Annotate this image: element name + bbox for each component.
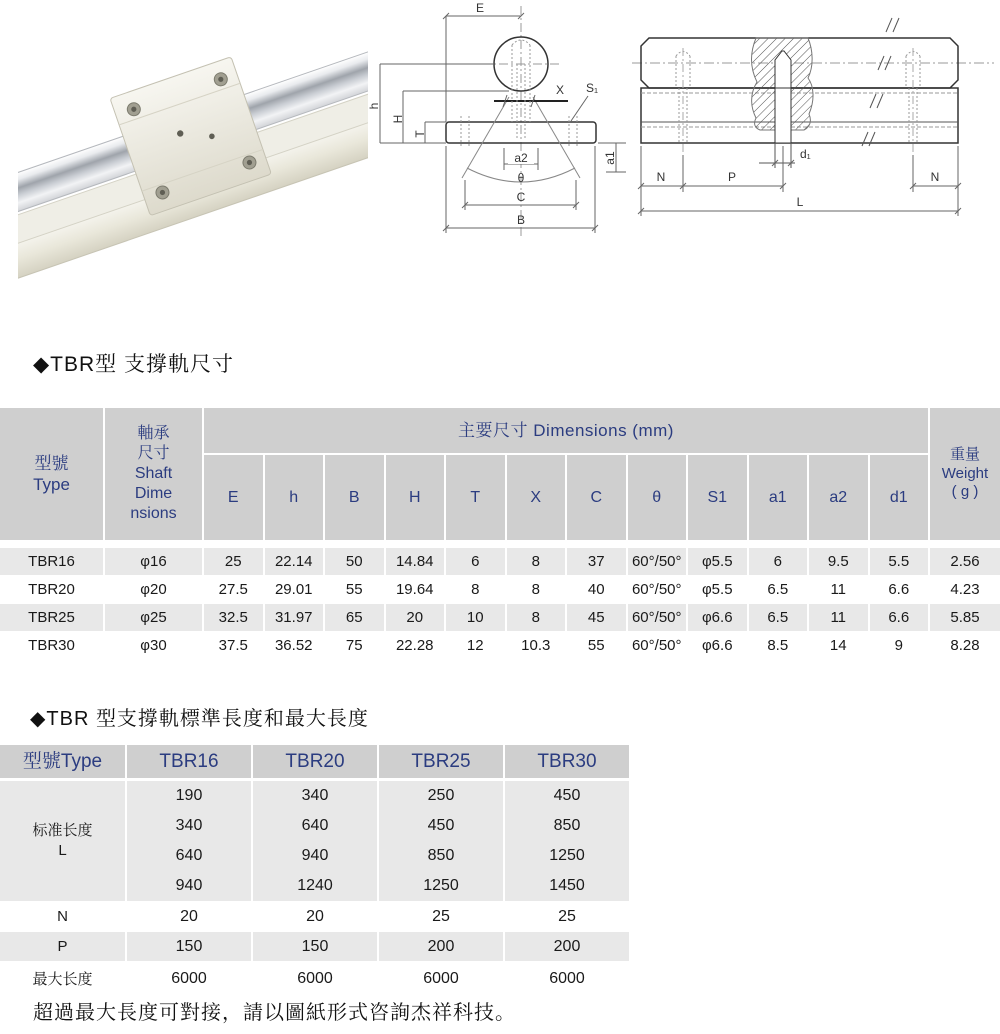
dim-label-E: E	[475, 1, 485, 15]
col-header-type	[0, 408, 103, 540]
section2-heading: ◆TBR 型支撐軌標準長度和最大長度	[30, 708, 369, 730]
col-header-E: E	[204, 455, 263, 540]
col-header-TBR30: TBR30	[505, 745, 629, 778]
dim-label-a2: a2	[514, 151, 528, 165]
table-row-TBR20: TBR20 φ20 27.5 29.01 55 19.64 8 8 40 60°/50° φ5.5 6.5 11 6.6 4.23	[0, 576, 1000, 603]
col-header-T: T	[446, 455, 505, 540]
standard-lengths-TBR25: 250 450 850 1250	[379, 781, 503, 901]
standard-lengths-TBR16: 190 340 640 940	[127, 781, 251, 901]
dim-label-P: P	[727, 170, 737, 184]
row-N: N 20 20 25 25	[0, 903, 629, 930]
dim-label-L: L	[796, 195, 804, 209]
dim-label-S1: S₁	[586, 81, 599, 95]
type-en: Type	[33, 475, 70, 494]
section1-heading: ◆TBR型 支撐軌尺寸	[33, 353, 234, 376]
dim-label-d1: d₁	[800, 147, 811, 161]
col-header-TBR20: TBR20	[253, 745, 377, 778]
col-header-H: H	[386, 455, 445, 540]
table-row-TBR30: TBR30 φ30 37.5 36.52 75 22.28 12 10.3 55 60°/50° φ6.6 8.5 14 9 8.28	[0, 632, 1000, 659]
col-group-dimensions: 主要尺寸 Dimensions (mm)	[204, 408, 928, 453]
dim-label-H: H	[391, 114, 405, 124]
footer-note: 超過最大長度可對接，請以圖紙形式咨詢杰祥科技。	[33, 1002, 516, 1024]
standard-lengths-TBR20: 340 640 940 1240	[253, 781, 377, 901]
standard-length-label: 标准长度 L	[0, 781, 125, 901]
dim-label-theta: θ	[517, 171, 525, 185]
dimension-table	[0, 408, 1000, 659]
dim-label-N-right: N	[930, 170, 940, 184]
col-header-shaft: 軸承 尺寸 Shaft Dime nsions	[105, 408, 202, 540]
col-header-S1: S1	[688, 455, 747, 540]
dim-label-h: h	[367, 102, 381, 110]
dim-label-B: B	[516, 213, 526, 227]
col-header-X: X	[507, 455, 566, 540]
cross-section-diagram	[358, 0, 648, 250]
side-view-diagram	[628, 0, 1000, 240]
col-header-TBR25: TBR25	[379, 745, 503, 778]
length-table-header	[0, 745, 629, 778]
dim-label-X: X	[556, 83, 565, 97]
row-max-length: 最大长度 6000 6000 6000 6000	[0, 963, 629, 994]
row-P: P 150 150 200 200	[0, 932, 629, 961]
col-header-TBR16: TBR16	[127, 745, 251, 778]
col-header-a1: a1	[749, 455, 808, 540]
table-row-TBR16: TBR16 φ16 25 22.14 50 14.84 6 8 37 60°/50° φ5.5 6 9.5 5.5 2.56	[0, 548, 1000, 575]
col-header-type: 型號Type	[0, 745, 125, 778]
col-header-theta: θ	[628, 455, 687, 540]
col-header-C: C	[567, 455, 626, 540]
col-header-d1: d1	[870, 455, 929, 540]
length-table	[0, 745, 629, 994]
dimension-table-header	[0, 408, 1000, 540]
standard-lengths-TBR30: 450 850 1250 1450	[505, 781, 629, 901]
col-header-h: h	[265, 455, 324, 540]
dimension-table-body	[0, 548, 1000, 659]
dim-label-a1: a1	[603, 151, 617, 165]
dim-label-T: T	[413, 130, 427, 138]
col-header-B: B	[325, 455, 384, 540]
type-zh: 型號	[34, 453, 69, 473]
rail-assembly-photo	[18, 12, 368, 280]
table-row-TBR25: TBR25 φ25 32.5 31.97 65 20 10 8 45 60°/50° φ6.6 6.5 11 6.6 5.85	[0, 604, 1000, 631]
dim-label-N-left: N	[656, 170, 666, 184]
dim-label-C: C	[516, 190, 526, 204]
standard-length-block	[0, 781, 629, 901]
col-header-a2: a2	[809, 455, 868, 540]
col-header-weight: 重量 Weight ( g )	[930, 408, 1000, 540]
